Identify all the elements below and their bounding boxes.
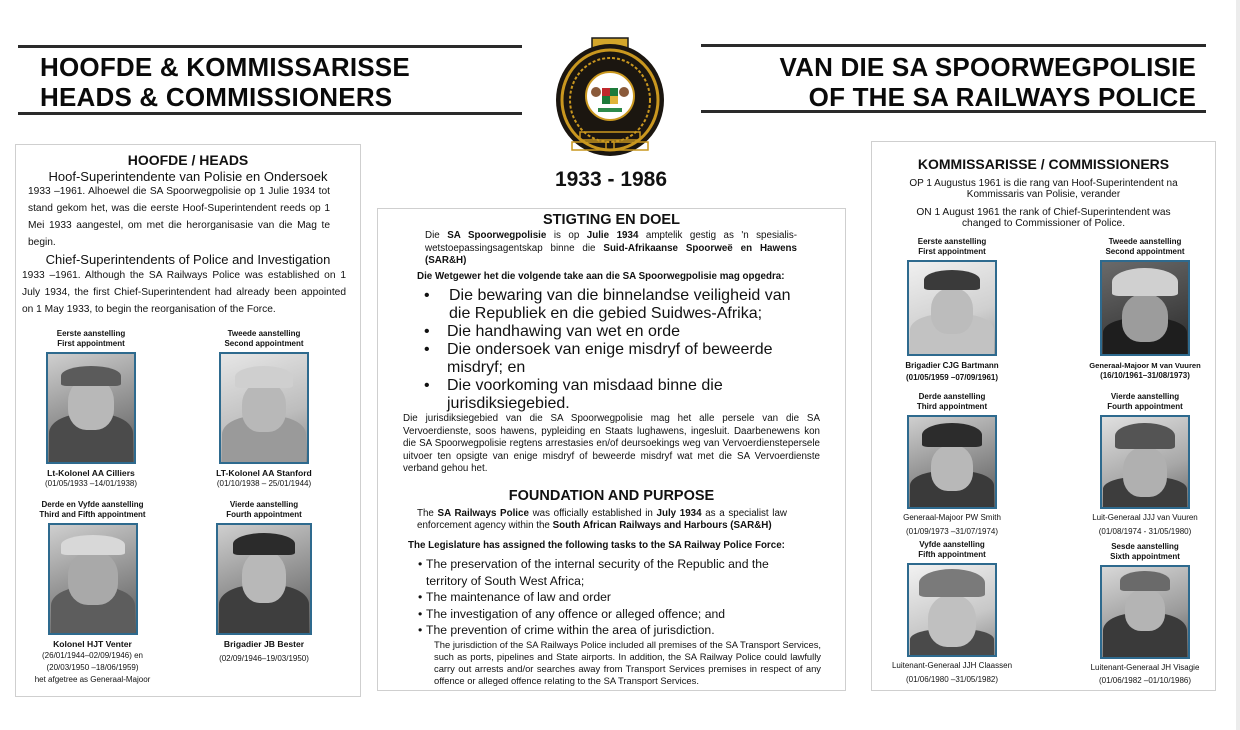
person-dates: (26/01/1944–02/09/1946) en — [42, 651, 143, 660]
person-name: Lt-Kolonel AA Cilliers — [47, 468, 135, 478]
bottom-left-rule — [18, 112, 522, 115]
page-scrollbar-edge[interactable] — [1236, 0, 1240, 730]
appointment-label-af: Tweede aanstelling — [227, 329, 301, 338]
commissioner-card-3 — [892, 392, 1012, 537]
en-intro: The SA Railways Police was officially established in July 1934 as a specialist law enforcement agency within the South African Railways and Harbours (SAR&H) — [417, 507, 788, 531]
head-card-1 — [36, 329, 146, 489]
person-dates: (01/08/1974 - 31/05/1980) — [1098, 527, 1192, 536]
appointment-label-af: Derde en Vyfde aanstelling — [41, 500, 144, 509]
person-name: Brigadier CJG Bartmann — [905, 361, 999, 370]
person-dates-second-term: (20/03/1950 –18/06/1959) — [46, 663, 139, 672]
en-task-item: • The maintenance of law and order — [418, 590, 611, 604]
head-card-2 — [204, 329, 324, 489]
commissioners-panel — [871, 141, 1216, 691]
portrait-photo — [48, 523, 138, 635]
header-right-line2: OF THE SA RAILWAYS POLICE — [808, 82, 1196, 112]
appointment-label-af: Sesde aanstelling — [1111, 542, 1179, 551]
appointment-label-af: Vierde aanstelling — [1110, 392, 1180, 401]
appointment-label-en: Second appointment — [224, 339, 304, 348]
commissioners-af-text: OP 1 Augustus 1961 is die rang van Hoof-Superintendent na Kommissaris van Polisie, verander — [909, 178, 1178, 200]
commissioner-card-6 — [1077, 542, 1213, 686]
commissioner-card-1 — [892, 237, 1012, 383]
en-closing: The jurisdiction of the SA Railways Police included all premises of the SA Transport Services, such as ports, pipelines and State airports. In addition, the SA Railway Police could lawfully carry out arrests and/or searches away from Transport Services premises in respect of any offence or alleged offence relating to the SA Transport Services. — [434, 638, 821, 687]
portrait-photo — [219, 352, 309, 464]
person-dates: (02/09/1946–19/03/1950) — [219, 654, 309, 663]
top-left-rule — [18, 45, 522, 48]
heads-en-subtitle: Chief-Superintendents of Police and Investigation — [45, 252, 331, 267]
commissioners-title: KOMMISSARISSE / COMMISSIONERS — [917, 156, 1170, 172]
portrait-photo — [1100, 415, 1190, 509]
appointment-label-en: First appointment — [57, 339, 125, 348]
person-dates: (01/06/1980 –31/05/1982) — [905, 675, 999, 684]
commissioner-card-5 — [882, 540, 1022, 685]
appointment-label-af: Tweede aanstelling — [1108, 237, 1182, 246]
person-dates: (16/10/1961–31/08/1973) — [1100, 371, 1190, 380]
commissioners-en-text: ON 1 August 1961 the rank of Chief-Superintendent was changed to Commissioner of Police. — [916, 207, 1171, 229]
heads-af-text: 1933 –1961. Alhoewel die SA Spoorwegpolisie op 1 Julie 1934 tot stand gekom het, was die eerste Hoof-Superintendent reeds op 1 Mei 1933 aangestel, om met die herorganisasie van die Mag te begin. — [28, 186, 330, 248]
commissioner-card-2 — [1077, 237, 1213, 381]
person-dates: (01/09/1973 –31/07/1974) — [905, 527, 999, 536]
appointment-label-af: Derde aanstelling — [918, 392, 986, 401]
person-note: het afgetree as Generaal-Majoor — [34, 675, 151, 684]
af-task-item: • Die bewaring van die binnelandse veiligheid van die Republiek en die gebied Suidwes-Afrika; — [424, 287, 791, 322]
heads-en-text: 1933 –1961. Although the SA Railways Police was established on 1 July 1934, the first Chief-Superintendent had already been appointed on 1 May 1933, to begin the reorganisation of the Force. — [22, 270, 346, 315]
person-dates: (01/10/1938 – 25/01/1944) — [216, 479, 312, 488]
en-intro-bold-1: SA Railways Police — [437, 507, 529, 519]
en-tasks-list — [378, 556, 845, 639]
header-title-right — [780, 52, 1196, 112]
portrait-photo — [1100, 260, 1190, 356]
appointment-label-en: Third and Fifth appointment — [39, 510, 146, 519]
af-intro-bold-1: SA Spoorwegpolisie — [447, 230, 547, 241]
en-task-item: • The preservation of the internal security of the Republic and the territory of South West Africa; — [418, 557, 769, 588]
heads-panel — [15, 144, 361, 697]
af-closing: Die jurisdiksiegebied van die SA Spoorwegpolisie mag het alle persele van die SA Vervoerdienste, soos hawens, pypleiding en Staats lughawens, ingesluit. Daarbenewens kon die SA Spoorwegpolisie regtens arrestasies en/of deursoekings weg van Vervoerdienstepersele uitvoer ten opsigte van enige misdryf of beweerde misdryf wat met die SA Vervoerdienste verband gehou het. — [403, 413, 820, 474]
af-tasks-list — [378, 287, 845, 413]
appointment-label-af: Eerste aanstelling — [56, 329, 126, 338]
person-name: Luitenant-Generaal JH Visagie — [1090, 663, 1200, 672]
person-name: LT-Kolonel AA Stanford — [216, 468, 312, 478]
top-right-rule — [701, 44, 1206, 47]
person-dates: (01/05/1959 –07/09/1961) — [905, 373, 999, 382]
header-left-line1: HOOFDE & KOMMISSARISSE — [40, 52, 410, 82]
portrait-photo — [46, 352, 136, 464]
header-right-line1: VAN DIE SA SPOORWEGPOLISIE — [779, 52, 1196, 82]
foundation-panel — [377, 208, 846, 691]
portrait-photo — [907, 415, 997, 509]
person-name: Brigadier JB Bester — [223, 639, 305, 649]
person-name: Kolonel HJT Venter — [53, 639, 132, 649]
en-task-item: • The investigation of any offence or alleged offence; and — [418, 606, 726, 621]
af-tasks-heading: Die Wetgewer het die volgende take aan die SA Spoorwegpolisie mag opgedra: — [417, 270, 785, 282]
appointment-label-en: Fourth appointment — [226, 510, 302, 519]
af-intro-bold-2: Julie 1934 — [586, 230, 639, 241]
header-left-line2: HEADS & COMMISSIONERS — [40, 82, 393, 112]
en-tasks-heading: The Legislature has assigned the following tasks to the SA Railway Police Force: — [408, 539, 785, 551]
person-name: Generaal-Majoor M van Vuuren — [1089, 361, 1201, 370]
en-foundation-title: FOUNDATION AND PURPOSE — [508, 487, 715, 504]
en-intro-bold-3: South African Railways and Harbours (SAR&H) — [552, 520, 772, 531]
person-dates: (01/06/1982 –01/10/1986) — [1098, 676, 1192, 685]
header-title-left — [40, 52, 410, 112]
person-name: Generaal-Majoor PW Smith — [903, 513, 1001, 522]
portrait-photo — [907, 563, 997, 657]
appointment-label-af: Vierde aanstelling — [229, 500, 299, 509]
police-badge-emblem-icon — [554, 36, 666, 158]
portrait-photo — [1100, 565, 1190, 659]
portrait-photo — [907, 260, 997, 356]
person-dates: (01/05/1933 –14/01/1938) — [44, 479, 138, 488]
commissioner-card-4 — [1077, 392, 1213, 537]
head-card-4 — [204, 500, 324, 664]
appointment-label-en: Second appointment — [1105, 247, 1185, 256]
person-name: Luitenant-Generaal JJH Claassen — [891, 661, 1013, 670]
portrait-photo — [216, 523, 312, 635]
appointment-label-en: Sixth appointment — [1110, 552, 1180, 561]
af-foundation-title: STIGTING EN DOEL — [543, 212, 680, 228]
appointment-label-en: Fifth appointment — [918, 550, 986, 559]
head-card-3 — [20, 500, 165, 685]
heads-af-subtitle: Hoof-Superintendente van Polisie en Ondersoek — [48, 169, 328, 184]
appointment-label-en: First appointment — [918, 247, 986, 256]
appointment-label-en: Third appointment — [916, 402, 988, 411]
appointment-label-en: Fourth appointment — [1107, 402, 1183, 411]
en-intro-bold-2: July 1934 — [656, 507, 702, 519]
person-name: Luit-Generaal JJJ van Vuuren — [1092, 513, 1198, 522]
af-intro-bold-3: Suid-Afrikaanse Spoorweë en Hawens (SAR&H) — [425, 242, 797, 266]
en-task-item: • The prevention of crime within the area of jurisdiction. — [418, 623, 715, 637]
af-task-item: • Die ondersoek van enige misdryf of beweerde misdryf; en — [424, 341, 773, 376]
years-label: 1933 - 1986 — [554, 168, 668, 191]
af-task-item: • Die voorkoming van misdaad binne die jurisdiksiegebied. — [424, 377, 723, 412]
heads-title: HOOFDE / HEADS — [127, 152, 249, 168]
af-task-item: • Die handhawing van wet en orde — [424, 323, 681, 340]
appointment-label-af: Vyfde aanstelling — [919, 540, 985, 549]
appointment-label-af: Eerste aanstelling — [917, 237, 987, 246]
af-intro: Die SA Spoorwegpolisie is op Julie 1934 amptelik gestig as 'n spesialis-wetstoepassingsagentskap binne die Suid-Afrikaanse Spoorweë en Hawens (SAR&H) — [425, 230, 797, 266]
